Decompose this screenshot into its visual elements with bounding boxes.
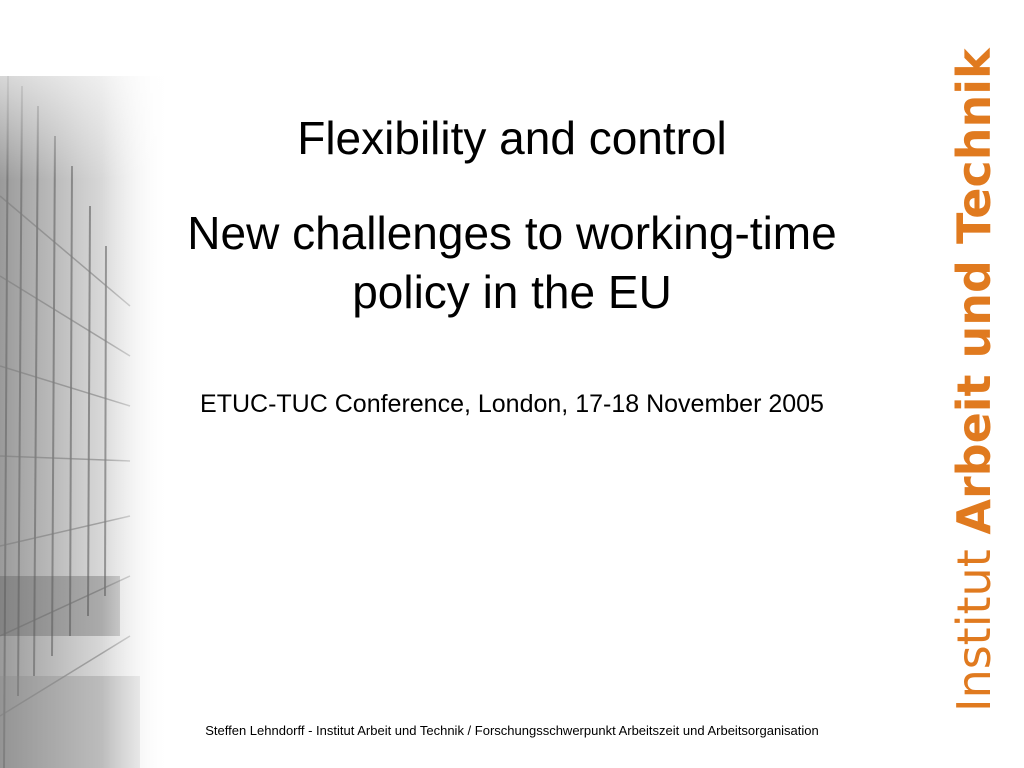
title-line-3: policy in the EU	[352, 266, 672, 318]
title-line-1: Flexibility and control	[297, 112, 727, 164]
building-photo-icon	[0, 76, 170, 768]
institute-logo	[947, 48, 1001, 712]
logo-word-institut: Institut	[947, 549, 1001, 712]
logo-word-arbeit-und-technik: Arbeit und Technik	[947, 48, 1001, 535]
title-line-2: New challenges to working-time	[187, 207, 837, 259]
footer-text: Steffen Lehndorff - Institut Arbeit und Technik / Forschungsschwerpunkt Arbeitszeit und Arbeitsorganisation	[205, 723, 819, 738]
conference-subtitle: ETUC-TUC Conference, London, 17-18 November 2005	[200, 390, 824, 418]
